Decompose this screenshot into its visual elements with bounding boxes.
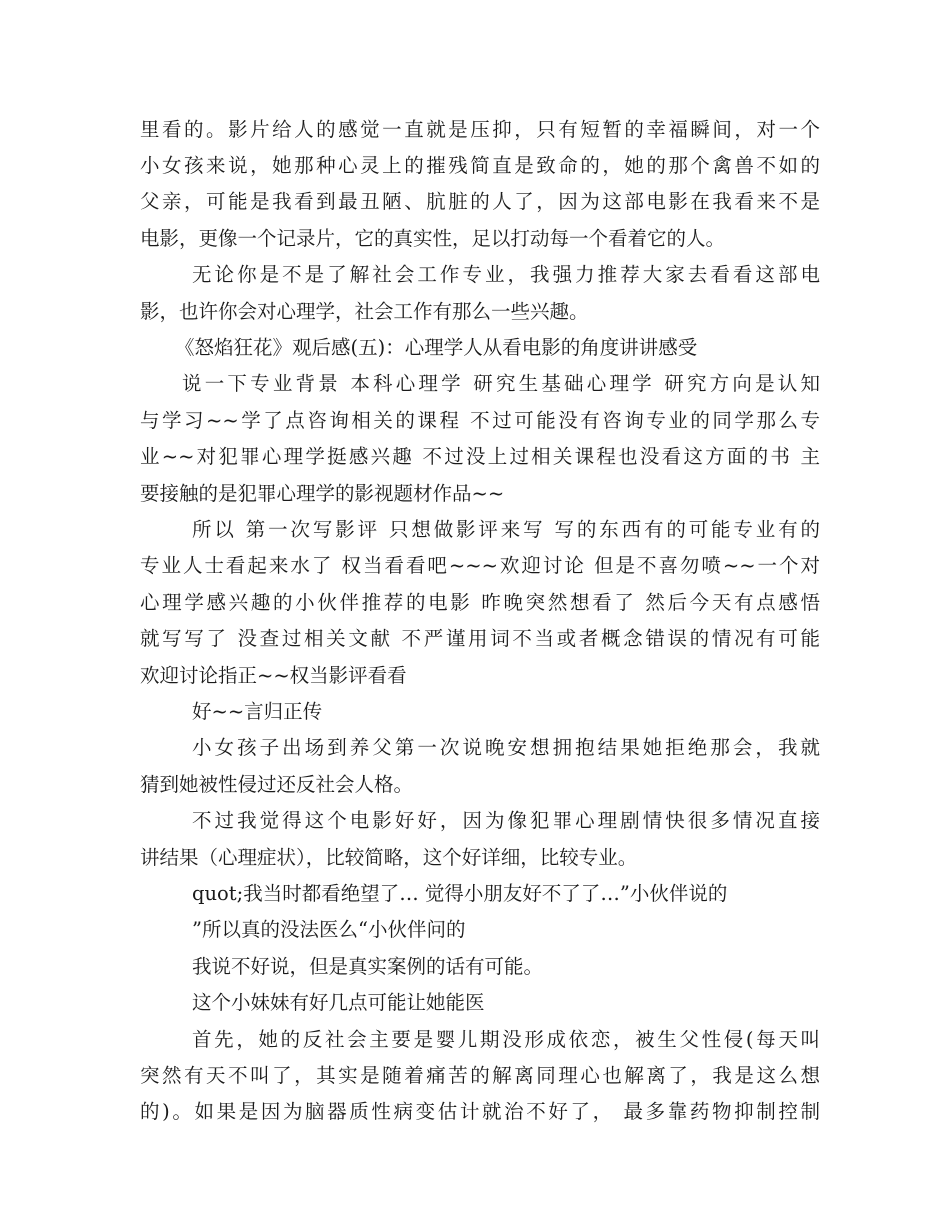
text-line: 突然有天不叫了，其实是随着痛苦的解离同理心也解离了，我是这么想 <box>140 1064 820 1087</box>
text-line: 心理学感兴趣的小伙伴推荐的电影 昨晚突然想看了 然后今天有点感悟 <box>140 591 820 614</box>
text-line: 父亲，可能是我看到最丑陋、肮脏的人了，因为这部电影在我看来不是 <box>140 190 820 213</box>
text-line: 要接触的是犯罪心理学的影视题材作品~~ <box>140 482 505 505</box>
text-line: 就写写了 没查过相关文献 不严谨用词不当或者概念错误的情况有可能 <box>140 627 820 650</box>
text-line: 里看的。影片给人的感觉一直就是压抑，只有短暂的幸福瞬间，对一个 <box>140 118 820 141</box>
text-line: 影，也许你会对心理学，社会工作有那么一些兴趣。 <box>140 300 589 323</box>
paragraph-start-line: 这个小妹妹有好几点可能让她能医 <box>192 991 485 1014</box>
section-heading: 《怒焰狂花》观后感(五)：心理学人从看电影的角度讲讲感受 <box>175 336 698 359</box>
text-line: 与学习~~学了点咨询相关的课程 不过可能没有咨询专业的同学那么专 <box>140 409 820 432</box>
paragraph-start-line: 首先，她的反社会主要是婴儿期没形成依恋，被生父性侵(每天叫 <box>192 1028 820 1051</box>
text-line: 猜到她被性侵过还反社会人格。 <box>140 773 414 796</box>
paragraph-start-line: 说一下专业背景 本科心理学 研究生基础心理学 研究方向是认知 <box>182 372 820 395</box>
paragraph-start-line: 不过我觉得这个电影好好，因为像犯罪心理剧情快很多情况直接 <box>192 809 820 832</box>
paragraph-start-line: 无论你是不是了解社会工作专业，我强力推荐大家去看看这部电 <box>192 263 820 286</box>
text-line: 讲结果（心理症状），比较简略，这个好详细，比较专业。 <box>140 846 638 869</box>
text-line: 专业人士看起来水了 权当看看吧~~~欢迎讨论 但是不喜勿喷~~一个对 <box>140 554 820 577</box>
text-line: 小女孩来说，她那种心灵上的摧残简直是致命的，她的那个禽兽不如的 <box>140 154 820 177</box>
paragraph-start-line: ”所以真的没法医么“小伙伴问的 <box>192 918 466 941</box>
paragraph-start-line: quot;我当时都看绝望了… 觉得小朋友好不了了…”小伙伴说的 <box>192 882 728 905</box>
paragraph-start-line: 好~~言归正传 <box>192 700 323 723</box>
paragraph-start-line: 我说不好说，但是真实案例的话有可能。 <box>192 955 544 978</box>
paragraph-start-line: 所以 第一次写影评 只想做影评来写 写的东西有的可能专业有的 <box>192 518 820 541</box>
text-line: 业~~对犯罪心理学挺感兴趣 不过没上过相关课程也没看这方面的书 主 <box>140 445 820 468</box>
text-line: 欢迎讨论指正~~权当影评看看 <box>140 664 407 687</box>
text-line: 的)。如果是因为脑器质性病变估计就治不好了， 最多靠药物抑制控制 <box>140 1100 820 1123</box>
paragraph-start-line: 小女孩子出场到养父第一次说晚安想拥抱结果她拒绝那会，我就 <box>192 736 820 759</box>
text-line: 电影，更像一个记录片，它的真实性，足以打动每一个看着它的人。 <box>140 227 726 250</box>
